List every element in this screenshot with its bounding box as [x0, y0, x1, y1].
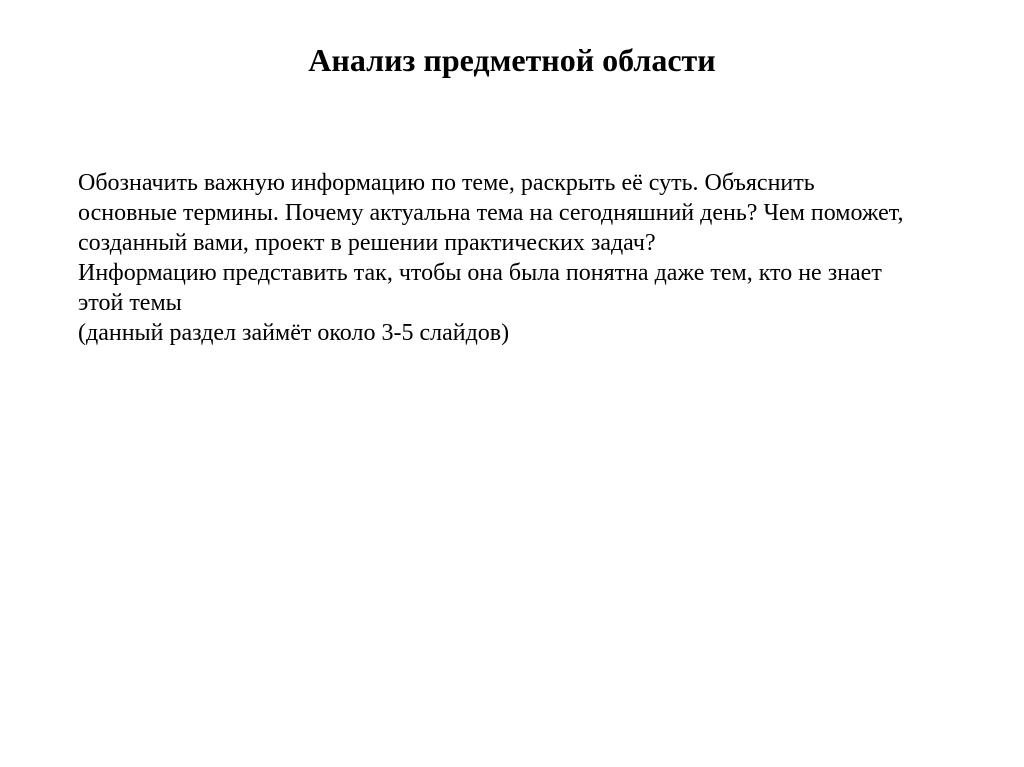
- body-line: Информацию представить так, чтобы она была понятна даже тем, кто не знает: [78, 260, 882, 286]
- slide-body: [78, 168, 978, 348]
- body-line: созданный вами, проект в решении практических задач?: [78, 230, 656, 256]
- slide-title: Анализ предметной области: [308, 42, 716, 78]
- body-line: этой темы: [78, 290, 182, 316]
- body-line: (данный раздел займёт около 3-5 слайдов): [78, 320, 510, 346]
- body-line: Обозначить важную информацию по теме, раскрыть её суть. Объяснить: [78, 170, 815, 196]
- body-line: основные термины. Почему актуальна тема на сегодняшний день? Чем поможет,: [78, 200, 904, 226]
